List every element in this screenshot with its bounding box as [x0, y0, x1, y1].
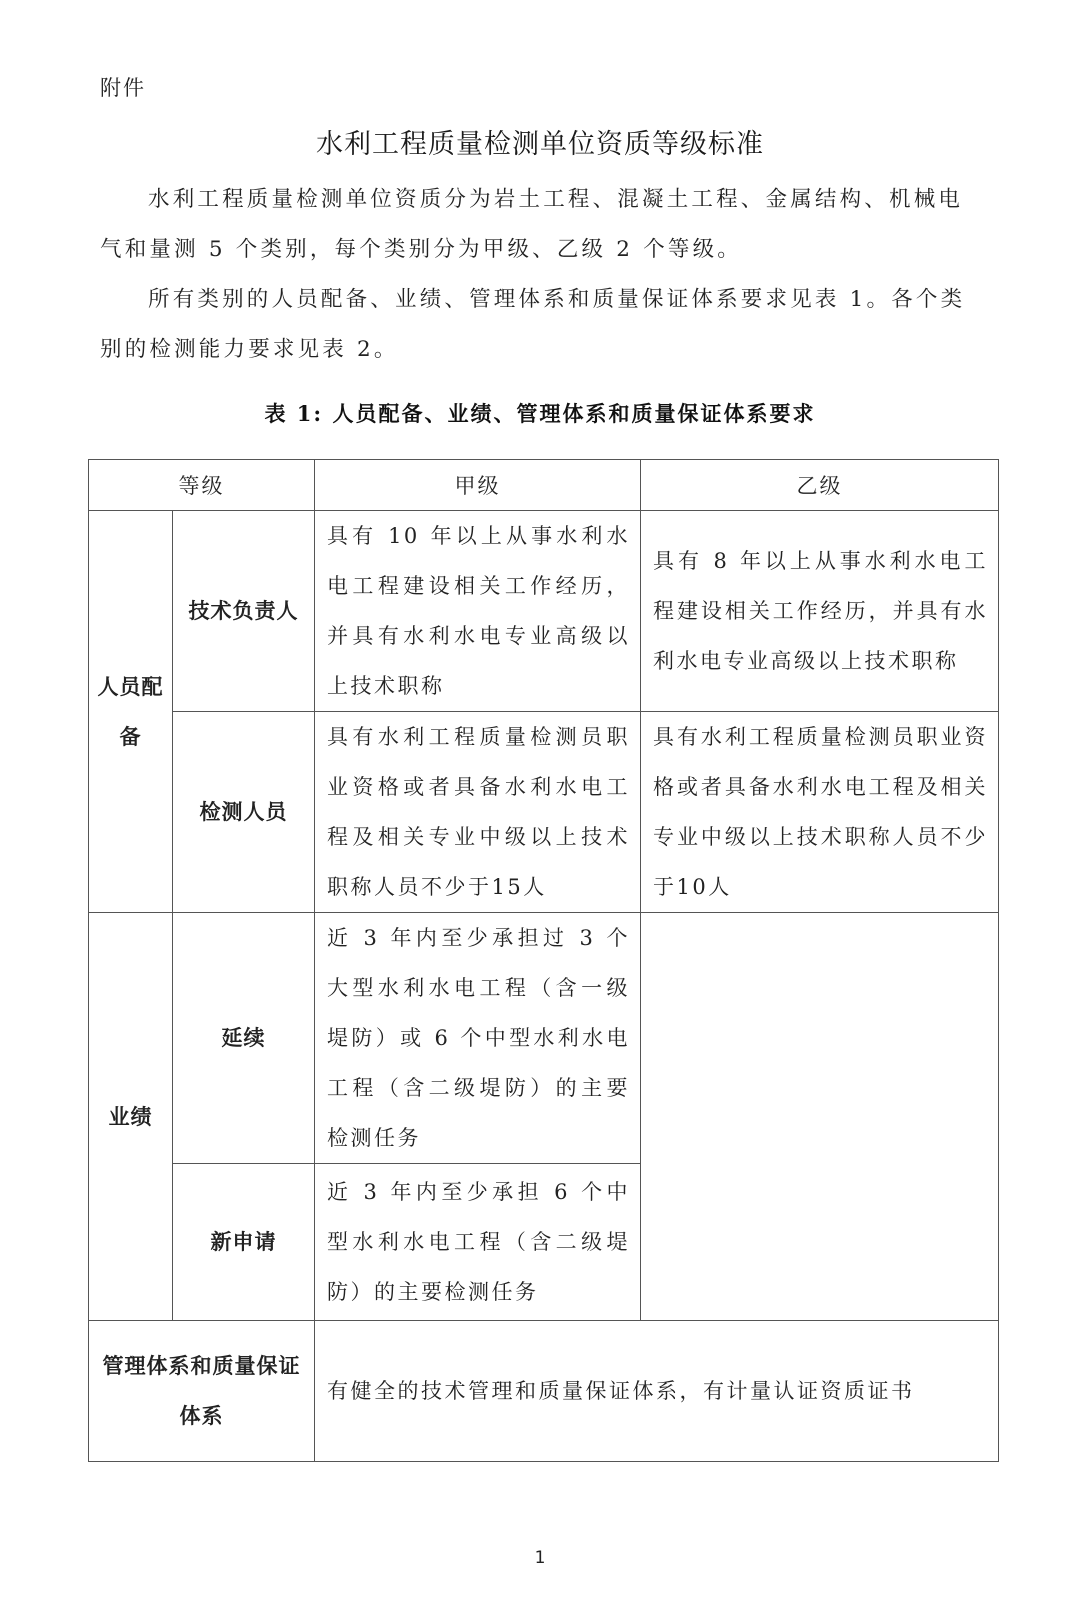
- table-header-row: [89, 460, 999, 511]
- table-row: [89, 913, 999, 1164]
- table-caption: 表 1: 人员配备、业绩、管理体系和质量保证体系要求: [264, 401, 816, 426]
- document-title: 水利工程质量检测单位资质等级标准: [316, 129, 764, 160]
- row-label-continuation: 延续: [173, 913, 315, 1164]
- cell-tech-lead-class-a: 具有 10 年以上从事水利水电工程建设相关工作经历，并具有水利水电专业高级以上技术职称: [315, 511, 641, 712]
- header-class-b: 乙级: [641, 460, 999, 511]
- table-row: [89, 511, 999, 712]
- cell-new-application-class-a: 近 3 年内至少承担 6 个中型水利水电工程（含二级堤防）的主要检测任务: [315, 1164, 641, 1321]
- table-row: [89, 712, 999, 913]
- header-class-a: 甲级: [315, 460, 641, 511]
- requirements-table: [88, 459, 999, 1462]
- cell-continuation-class-a: 近 3 年内至少承担过 3 个大型水利水电工程（含一级堤防）或 6 个中型水利水电工程（含二级堤防）的主要检测任务: [315, 913, 641, 1164]
- cell-tech-lead-class-b: 具有 8 年以上从事水利水电工程建设相关工作经历，并具有水利水电专业高级以上技术职称: [641, 511, 999, 712]
- header-grade: 等级: [89, 460, 315, 511]
- cell-performance-class-b: [641, 913, 999, 1321]
- row-label-testers: 检测人员: [173, 712, 315, 913]
- table-row: [89, 1321, 999, 1462]
- row-label-new-application: 新申请: [173, 1164, 315, 1321]
- cell-testers-class-a: 具有水利工程质量检测员职业资格或者具备水利水电工程及相关专业中级以上技术职称人员不少于15人: [315, 712, 641, 913]
- group-performance: 业绩: [89, 913, 173, 1321]
- intro-paragraph-1: 水利工程质量检测单位资质分为岩土工程、混凝土工程、金属结构、机械电气和量测 5 个类别，每个类别分为甲级、乙级 2 个等级。: [100, 187, 964, 262]
- cell-management: 有健全的技术管理和质量保证体系，有计量认证资质证书: [315, 1321, 999, 1462]
- group-staffing: 人员配备: [89, 511, 173, 913]
- page-number: 1: [534, 1548, 546, 1568]
- cell-testers-class-b: 具有水利工程质量检测员职业资格或者具备水利水电工程及相关专业中级以上技术职称人员不少于10人: [641, 712, 999, 913]
- attachment-label: 附件: [100, 76, 146, 100]
- row-label-tech-lead: 技术负责人: [173, 511, 315, 712]
- group-management: 管理体系和质量保证体系: [89, 1321, 315, 1462]
- intro-paragraph-2: 所有类别的人员配备、业绩、管理体系和质量保证体系要求见表 1。各个类别的检测能力要求见表 2。: [100, 287, 966, 362]
